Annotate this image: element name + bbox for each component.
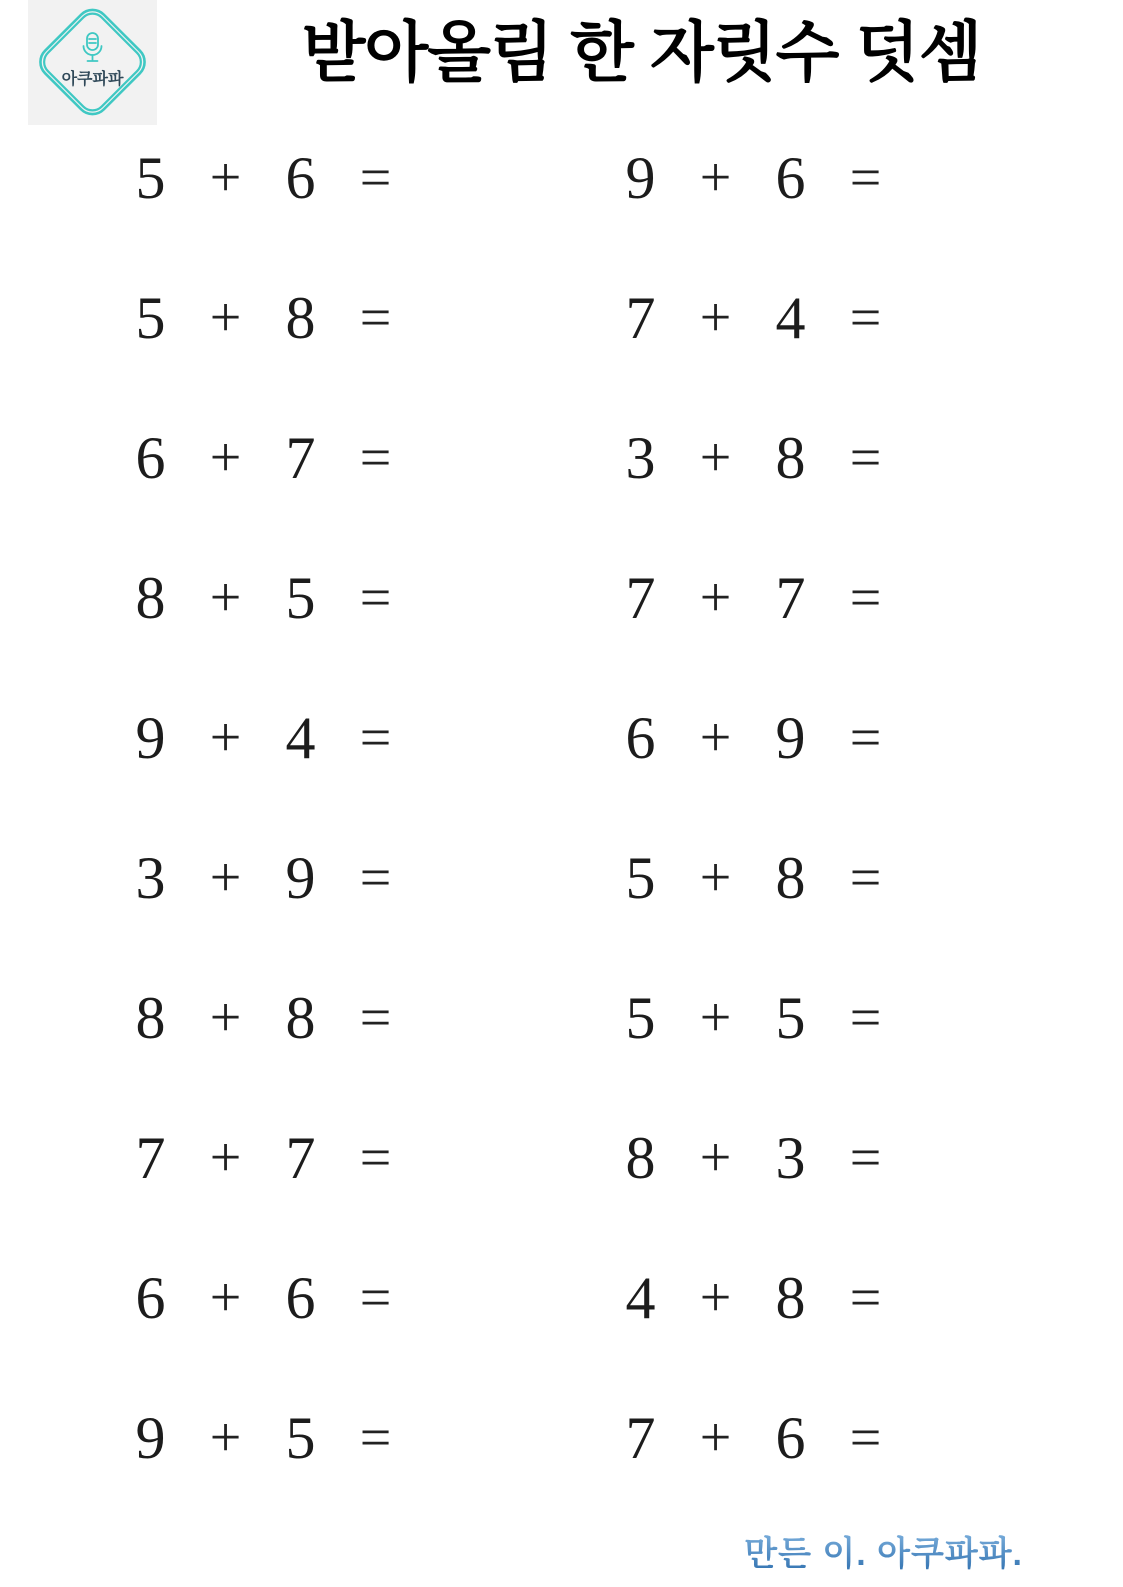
equals-sign: = xyxy=(849,987,882,1049)
addend-2: 3 xyxy=(775,1125,806,1191)
plus-operator: + xyxy=(699,987,732,1049)
addend-1: 7 xyxy=(625,565,656,631)
equals-sign: = xyxy=(359,567,392,629)
page-title: 받아올림 한 자릿수 덧셈 xyxy=(301,15,982,89)
plus-operator: + xyxy=(209,567,242,629)
addend-2: 6 xyxy=(775,145,806,211)
addend-1: 6 xyxy=(135,425,166,491)
credit-text: 만든 이. 아쿠파파. xyxy=(744,1526,1023,1575)
plus-operator: + xyxy=(699,707,732,769)
plus-operator: + xyxy=(209,987,242,1049)
addend-2: 5 xyxy=(285,565,316,631)
addition-problem xyxy=(113,108,413,248)
addend-1: 8 xyxy=(625,1125,656,1191)
equals-sign: = xyxy=(849,847,882,909)
addend-2: 6 xyxy=(285,1265,316,1331)
equals-sign: = xyxy=(359,707,392,769)
addend-2: 8 xyxy=(285,985,316,1051)
addend-1: 7 xyxy=(135,1125,166,1191)
equals-sign: = xyxy=(359,287,392,349)
plus-operator: + xyxy=(699,427,732,489)
equals-sign: = xyxy=(849,1407,882,1469)
addition-problem xyxy=(113,1228,413,1368)
addition-problem xyxy=(603,1088,903,1228)
addend-1: 5 xyxy=(135,145,166,211)
addend-2: 8 xyxy=(775,845,806,911)
logo-diamond-graphic xyxy=(28,0,157,125)
addition-problem xyxy=(603,1228,903,1368)
addend-2: 9 xyxy=(285,845,316,911)
addend-2: 7 xyxy=(775,565,806,631)
addend-1: 9 xyxy=(135,1405,166,1471)
addend-2: 6 xyxy=(775,1405,806,1471)
addend-1: 7 xyxy=(625,285,656,351)
equals-sign: = xyxy=(849,287,882,349)
equals-sign: = xyxy=(359,427,392,489)
equals-sign: = xyxy=(849,427,882,489)
addend-2: 4 xyxy=(285,705,316,771)
plus-operator: + xyxy=(209,147,242,209)
equals-sign: = xyxy=(849,567,882,629)
addition-problem xyxy=(113,668,413,808)
addend-1: 4 xyxy=(625,1265,656,1331)
equals-sign: = xyxy=(359,987,392,1049)
plus-operator: + xyxy=(209,1267,242,1329)
addend-1: 3 xyxy=(135,845,166,911)
addition-problem xyxy=(113,528,413,668)
addend-2: 5 xyxy=(285,1405,316,1471)
addition-problem xyxy=(603,388,903,528)
addend-2: 4 xyxy=(775,285,806,351)
plus-operator: + xyxy=(699,1407,732,1469)
plus-operator: + xyxy=(699,147,732,209)
addend-2: 5 xyxy=(775,985,806,1051)
addend-1: 5 xyxy=(625,985,656,1051)
addition-problem xyxy=(603,808,903,948)
addend-1: 6 xyxy=(625,705,656,771)
addition-problem xyxy=(113,1088,413,1228)
equals-sign: = xyxy=(359,1127,392,1189)
equals-sign: = xyxy=(849,707,882,769)
addend-2: 6 xyxy=(285,145,316,211)
equals-sign: = xyxy=(849,1127,882,1189)
addition-problem xyxy=(603,528,903,668)
equals-sign: = xyxy=(359,147,392,209)
addend-2: 7 xyxy=(285,425,316,491)
addition-problem xyxy=(603,668,903,808)
equals-sign: = xyxy=(849,1267,882,1329)
addend-1: 5 xyxy=(625,845,656,911)
addend-2: 7 xyxy=(285,1125,316,1191)
addend-1: 6 xyxy=(135,1265,166,1331)
addend-2: 8 xyxy=(285,285,316,351)
plus-operator: + xyxy=(699,1127,732,1189)
addition-problem xyxy=(113,948,413,1088)
logo-text: 아쿠파파 xyxy=(61,71,124,88)
microphone-icon xyxy=(84,33,102,61)
plus-operator: + xyxy=(699,1267,732,1329)
addend-1: 8 xyxy=(135,985,166,1051)
addend-1: 8 xyxy=(135,565,166,631)
plus-operator: + xyxy=(209,1127,242,1189)
plus-operator: + xyxy=(209,287,242,349)
addition-problem xyxy=(603,248,903,388)
addend-1: 5 xyxy=(135,285,166,351)
equals-sign: = xyxy=(849,147,882,209)
plus-operator: + xyxy=(699,287,732,349)
equals-sign: = xyxy=(359,1407,392,1469)
problems-column-left xyxy=(113,108,413,1508)
problems-column-right xyxy=(603,108,903,1508)
addend-2: 9 xyxy=(775,705,806,771)
plus-operator: + xyxy=(699,567,732,629)
problems-grid xyxy=(113,108,903,1508)
addend-1: 9 xyxy=(135,705,166,771)
addend-1: 7 xyxy=(625,1405,656,1471)
addition-problem xyxy=(603,1368,903,1508)
addition-problem xyxy=(113,388,413,528)
addend-2: 8 xyxy=(775,425,806,491)
equals-sign: = xyxy=(359,847,392,909)
addend-2: 8 xyxy=(775,1265,806,1331)
addend-1: 9 xyxy=(625,145,656,211)
addition-problem xyxy=(603,948,903,1088)
addition-problem xyxy=(113,808,413,948)
logo xyxy=(28,0,157,125)
addition-problem xyxy=(113,1368,413,1508)
addition-problem xyxy=(113,248,413,388)
addend-1: 3 xyxy=(625,425,656,491)
plus-operator: + xyxy=(209,427,242,489)
plus-operator: + xyxy=(209,707,242,769)
plus-operator: + xyxy=(209,1407,242,1469)
plus-operator: + xyxy=(209,847,242,909)
addition-problem xyxy=(603,108,903,248)
plus-operator: + xyxy=(699,847,732,909)
equals-sign: = xyxy=(359,1267,392,1329)
